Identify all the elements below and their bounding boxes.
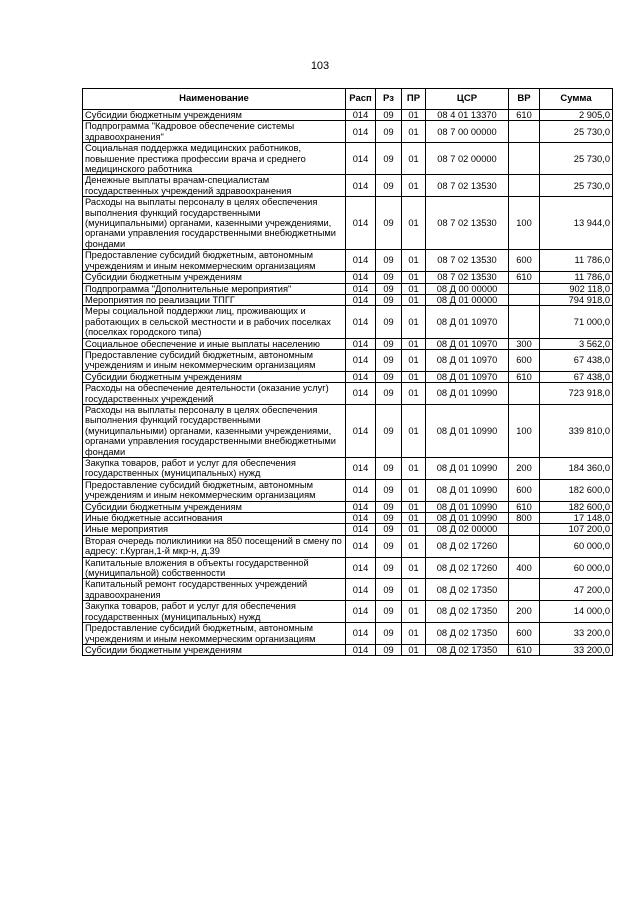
- cell-rz: 09: [376, 121, 402, 143]
- table-row: [83, 513, 613, 524]
- table-row: [83, 404, 613, 457]
- cell-vr: [509, 383, 540, 405]
- cell-csr: 08 Д 02 17350: [426, 579, 509, 601]
- cell-rasp: 014: [346, 383, 376, 405]
- cell-rasp: 014: [346, 579, 376, 601]
- table-row: [83, 535, 613, 557]
- cell-rz: 09: [376, 283, 402, 294]
- table-row: [83, 283, 613, 294]
- cell-vr: [509, 283, 540, 294]
- cell-sum: 17 148,0: [540, 513, 613, 524]
- table-row: [83, 644, 613, 655]
- cell-rz: 09: [376, 306, 402, 338]
- cell-csr: 08 Д 01 10970: [426, 371, 509, 382]
- cell-rasp: 014: [346, 479, 376, 501]
- cell-name: Расходы на обеспечение деятельности (оказание услуг) государственных учреждений: [83, 383, 346, 405]
- table-body: [83, 110, 613, 656]
- cell-name: Закупка товаров, работ и услуг для обеспечения государственных (муниципальных) нужд: [83, 601, 346, 623]
- header-csr: ЦСР: [426, 89, 509, 110]
- cell-csr: 08 Д 01 10990: [426, 458, 509, 480]
- cell-rasp: 014: [346, 175, 376, 197]
- cell-pr: 01: [402, 579, 426, 601]
- cell-rz: 09: [376, 601, 402, 623]
- cell-rz: 09: [376, 110, 402, 121]
- cell-rz: 09: [376, 644, 402, 655]
- cell-name: Социальная поддержка медицинских работников, повышение престижа профессии врача и среднего медицинского работника: [83, 143, 346, 175]
- cell-name: Мероприятия по реализации ТПГГ: [83, 294, 346, 305]
- cell-rasp: 014: [346, 458, 376, 480]
- table-row: [83, 338, 613, 349]
- table-row: [83, 458, 613, 480]
- cell-vr: 600: [509, 250, 540, 272]
- cell-pr: 01: [402, 644, 426, 655]
- cell-pr: 01: [402, 283, 426, 294]
- table-row: [83, 623, 613, 645]
- cell-name: Предоставление субсидий бюджетным, автономным учреждениям и иным некоммерческим организациям: [83, 623, 346, 645]
- cell-pr: 01: [402, 338, 426, 349]
- cell-sum: 902 118,0: [540, 283, 613, 294]
- table-row: [83, 501, 613, 512]
- cell-rasp: 014: [346, 371, 376, 382]
- cell-vr: [509, 306, 540, 338]
- cell-name: Вторая очередь поликлиники на 850 посещений в смену по адресу: г.Курган,1-й мкр-н, д.39: [83, 535, 346, 557]
- cell-vr: 610: [509, 272, 540, 283]
- cell-pr: 01: [402, 501, 426, 512]
- cell-csr: 08 Д 01 10990: [426, 404, 509, 457]
- cell-sum: 25 730,0: [540, 175, 613, 197]
- cell-pr: 01: [402, 458, 426, 480]
- cell-csr: 08 Д 02 00000: [426, 524, 509, 535]
- cell-csr: 08 Д 02 17350: [426, 644, 509, 655]
- header-vr: ВР: [509, 89, 540, 110]
- cell-name: Субсидии бюджетным учреждениям: [83, 110, 346, 121]
- cell-csr: 08 7 02 00000: [426, 143, 509, 175]
- cell-pr: 01: [402, 306, 426, 338]
- cell-sum: 182 600,0: [540, 501, 613, 512]
- table-row: [83, 250, 613, 272]
- cell-rasp: 014: [346, 197, 376, 250]
- cell-rz: 09: [376, 535, 402, 557]
- cell-name: Расходы на выплаты персоналу в целях обеспечения выполнения функций государственными (муниципальными) органами, казенными учреждениями, органами управления государственными внебюджетными фондами: [83, 404, 346, 457]
- cell-csr: 08 Д 01 10970: [426, 349, 509, 371]
- cell-sum: 33 200,0: [540, 623, 613, 645]
- cell-pr: 01: [402, 513, 426, 524]
- cell-rasp: 014: [346, 349, 376, 371]
- cell-csr: 08 Д 02 17350: [426, 623, 509, 645]
- cell-sum: 33 200,0: [540, 644, 613, 655]
- cell-sum: 13 944,0: [540, 197, 613, 250]
- cell-pr: 01: [402, 294, 426, 305]
- cell-name: Иные бюджетные ассигнования: [83, 513, 346, 524]
- cell-rz: 09: [376, 338, 402, 349]
- cell-pr: 01: [402, 110, 426, 121]
- cell-name: Предоставление субсидий бюджетным, автономным учреждениям и иным некоммерческим организациям: [83, 250, 346, 272]
- cell-csr: 08 Д 01 10990: [426, 501, 509, 512]
- cell-csr: 08 4 01 13370: [426, 110, 509, 121]
- cell-csr: 08 7 02 13530: [426, 197, 509, 250]
- cell-rasp: 014: [346, 601, 376, 623]
- cell-name: Субсидии бюджетным учреждениям: [83, 272, 346, 283]
- cell-pr: 01: [402, 143, 426, 175]
- cell-name: Подпрограмма "Кадровое обеспечение системы здравоохранения": [83, 121, 346, 143]
- cell-sum: 794 918,0: [540, 294, 613, 305]
- cell-pr: 01: [402, 535, 426, 557]
- cell-name: Субсидии бюджетным учреждениям: [83, 644, 346, 655]
- cell-rasp: 014: [346, 501, 376, 512]
- cell-csr: 08 Д 01 10970: [426, 338, 509, 349]
- cell-rasp: 014: [346, 513, 376, 524]
- cell-rz: 09: [376, 250, 402, 272]
- cell-vr: 610: [509, 110, 540, 121]
- cell-vr: 600: [509, 349, 540, 371]
- cell-rasp: 014: [346, 272, 376, 283]
- cell-sum: 339 810,0: [540, 404, 613, 457]
- table-row: [83, 143, 613, 175]
- table-row: [83, 524, 613, 535]
- table-row: [83, 383, 613, 405]
- cell-sum: 71 000,0: [540, 306, 613, 338]
- cell-csr: 08 Д 01 10970: [426, 306, 509, 338]
- cell-rasp: 014: [346, 623, 376, 645]
- cell-name: Денежные выплаты врачам-специалистам государственных учреждений здравоохранения: [83, 175, 346, 197]
- cell-vr: 800: [509, 513, 540, 524]
- table-row: [83, 557, 613, 579]
- cell-csr: 08 Д 01 10990: [426, 479, 509, 501]
- budget-table: [82, 88, 613, 656]
- cell-rz: 09: [376, 458, 402, 480]
- cell-name: Подпрограмма "Дополнительные мероприятия": [83, 283, 346, 294]
- cell-sum: 11 786,0: [540, 250, 613, 272]
- cell-pr: 01: [402, 557, 426, 579]
- table-row: [83, 601, 613, 623]
- cell-name: Субсидии бюджетным учреждениям: [83, 501, 346, 512]
- cell-csr: 08 Д 02 17260: [426, 557, 509, 579]
- cell-rz: 09: [376, 524, 402, 535]
- cell-vr: [509, 121, 540, 143]
- cell-sum: 3 562,0: [540, 338, 613, 349]
- table-row: [83, 272, 613, 283]
- cell-rasp: 014: [346, 644, 376, 655]
- cell-name: Капитальные вложения в объекты государственной (муниципальной) собственности: [83, 557, 346, 579]
- cell-rasp: 014: [346, 250, 376, 272]
- table-row: [83, 306, 613, 338]
- table-row: [83, 579, 613, 601]
- cell-sum: 14 000,0: [540, 601, 613, 623]
- cell-vr: 400: [509, 557, 540, 579]
- cell-name: Предоставление субсидий бюджетным, автономным учреждениям и иным некоммерческим организациям: [83, 479, 346, 501]
- cell-csr: 08 7 02 13530: [426, 272, 509, 283]
- cell-csr: 08 7 02 13530: [426, 250, 509, 272]
- cell-name: Капитальный ремонт государственных учреждений здравоохранения: [83, 579, 346, 601]
- cell-csr: 08 Д 02 17260: [426, 535, 509, 557]
- table-row: [83, 294, 613, 305]
- header-pr: ПР: [402, 89, 426, 110]
- cell-csr: 08 Д 00 00000: [426, 283, 509, 294]
- header-rz: Рз: [376, 89, 402, 110]
- cell-sum: 107 200,0: [540, 524, 613, 535]
- cell-sum: 182 600,0: [540, 479, 613, 501]
- cell-pr: 01: [402, 371, 426, 382]
- cell-pr: 01: [402, 175, 426, 197]
- cell-sum: 60 000,0: [540, 535, 613, 557]
- header-rasp: Расп: [346, 89, 376, 110]
- cell-rz: 09: [376, 404, 402, 457]
- cell-vr: [509, 143, 540, 175]
- cell-rz: 09: [376, 513, 402, 524]
- cell-vr: 610: [509, 371, 540, 382]
- cell-name: Меры социальной поддержки лиц, проживающих и работающих в сельской местности и в рабочих поселках (поселках городского типа): [83, 306, 346, 338]
- cell-pr: 01: [402, 601, 426, 623]
- cell-rasp: 014: [346, 283, 376, 294]
- cell-pr: 01: [402, 121, 426, 143]
- cell-rasp: 014: [346, 306, 376, 338]
- cell-pr: 01: [402, 524, 426, 535]
- table-row: [83, 121, 613, 143]
- cell-vr: 600: [509, 479, 540, 501]
- cell-vr: 100: [509, 197, 540, 250]
- cell-rasp: 014: [346, 404, 376, 457]
- header-name: Наименование: [83, 89, 346, 110]
- cell-rz: 09: [376, 579, 402, 601]
- cell-csr: 08 Д 01 10990: [426, 513, 509, 524]
- cell-pr: 01: [402, 197, 426, 250]
- cell-csr: 08 Д 02 17350: [426, 601, 509, 623]
- cell-sum: 67 438,0: [540, 349, 613, 371]
- cell-name: Расходы на выплаты персоналу в целях обеспечения выполнения функций государственными (муниципальными) органами, казенными учреждениями, органами управления государственными внебюджетными фондами: [83, 197, 346, 250]
- cell-pr: 01: [402, 349, 426, 371]
- cell-name: Социальное обеспечение и иные выплаты населению: [83, 338, 346, 349]
- table-row: [83, 175, 613, 197]
- cell-vr: [509, 524, 540, 535]
- cell-vr: 100: [509, 404, 540, 457]
- cell-rasp: 014: [346, 524, 376, 535]
- cell-rasp: 014: [346, 535, 376, 557]
- cell-sum: 67 438,0: [540, 371, 613, 382]
- cell-rz: 09: [376, 349, 402, 371]
- cell-pr: 01: [402, 250, 426, 272]
- cell-sum: 723 918,0: [540, 383, 613, 405]
- cell-sum: 25 730,0: [540, 121, 613, 143]
- table-row: [83, 197, 613, 250]
- cell-rz: 09: [376, 479, 402, 501]
- cell-csr: 08 7 00 00000: [426, 121, 509, 143]
- cell-vr: [509, 579, 540, 601]
- cell-csr: 08 7 02 13530: [426, 175, 509, 197]
- cell-rasp: 014: [346, 338, 376, 349]
- cell-name: Закупка товаров, работ и услуг для обеспечения государственных (муниципальных) нужд: [83, 458, 346, 480]
- header-sum: Сумма: [540, 89, 613, 110]
- cell-name: Субсидии бюджетным учреждениям: [83, 371, 346, 382]
- cell-pr: 01: [402, 383, 426, 405]
- page-number: 103: [310, 60, 330, 72]
- cell-sum: 2 905,0: [540, 110, 613, 121]
- cell-rz: 09: [376, 272, 402, 283]
- cell-pr: 01: [402, 404, 426, 457]
- cell-rz: 09: [376, 197, 402, 250]
- cell-rz: 09: [376, 557, 402, 579]
- cell-sum: 184 360,0: [540, 458, 613, 480]
- cell-vr: 200: [509, 601, 540, 623]
- cell-csr: 08 Д 01 00000: [426, 294, 509, 305]
- cell-pr: 01: [402, 479, 426, 501]
- cell-rz: 09: [376, 294, 402, 305]
- cell-rz: 09: [376, 501, 402, 512]
- table-row: [83, 371, 613, 382]
- table-row: [83, 479, 613, 501]
- cell-rasp: 014: [346, 110, 376, 121]
- cell-rz: 09: [376, 175, 402, 197]
- cell-rz: 09: [376, 143, 402, 175]
- cell-vr: 300: [509, 338, 540, 349]
- cell-sum: 11 786,0: [540, 272, 613, 283]
- cell-vr: 200: [509, 458, 540, 480]
- table-row: [83, 349, 613, 371]
- cell-rasp: 014: [346, 294, 376, 305]
- cell-vr: 600: [509, 623, 540, 645]
- cell-sum: 25 730,0: [540, 143, 613, 175]
- cell-vr: [509, 535, 540, 557]
- cell-rz: 09: [376, 371, 402, 382]
- cell-rasp: 014: [346, 143, 376, 175]
- table-row: [83, 110, 613, 121]
- cell-sum: 47 200,0: [540, 579, 613, 601]
- cell-vr: [509, 294, 540, 305]
- cell-rasp: 014: [346, 557, 376, 579]
- cell-name: Иные мероприятия: [83, 524, 346, 535]
- cell-rz: 09: [376, 623, 402, 645]
- cell-vr: 610: [509, 501, 540, 512]
- cell-pr: 01: [402, 272, 426, 283]
- cell-sum: 60 000,0: [540, 557, 613, 579]
- cell-pr: 01: [402, 623, 426, 645]
- cell-rz: 09: [376, 383, 402, 405]
- table-header-row: [83, 89, 613, 110]
- cell-vr: 610: [509, 644, 540, 655]
- cell-name: Предоставление субсидий бюджетным, автономным учреждениям и иным некоммерческим организациям: [83, 349, 346, 371]
- cell-rasp: 014: [346, 121, 376, 143]
- cell-vr: [509, 175, 540, 197]
- cell-csr: 08 Д 01 10990: [426, 383, 509, 405]
